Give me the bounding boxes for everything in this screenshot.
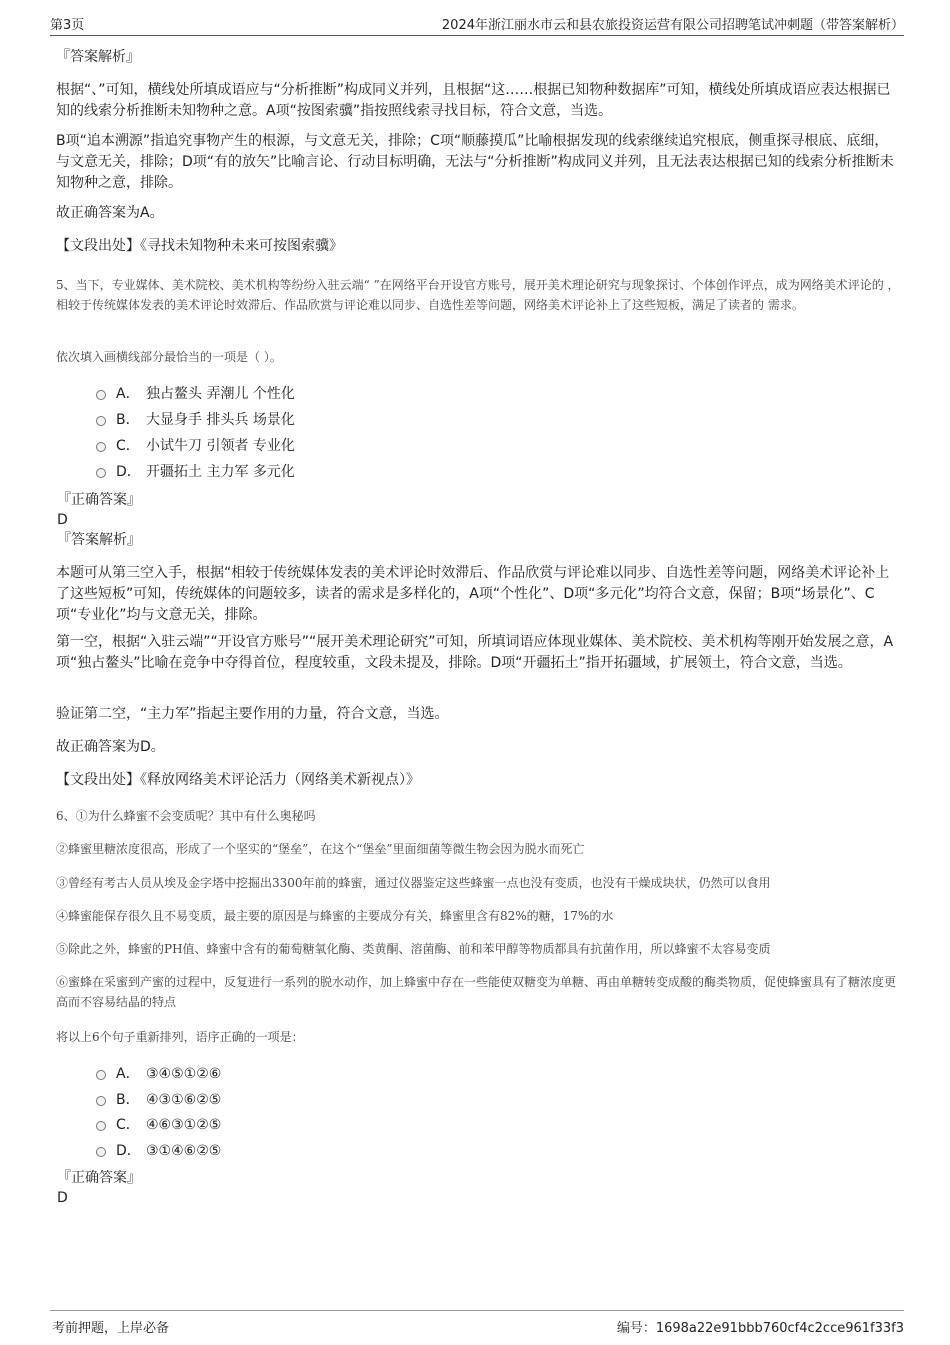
radio-button-icon[interactable] [96, 468, 106, 478]
option-text: ④⑥③①②⑤ [146, 1117, 222, 1133]
footer-slogan: 考前押题，上岸必备 [52, 1321, 170, 1336]
q6-answer: D [57, 1190, 68, 1206]
option-label: B． [116, 1092, 140, 1108]
q6-prompt: 将以上6个句子重新排列，语序正确的一项是： [56, 1030, 304, 1044]
option-label: A． [116, 1066, 140, 1082]
option-text: 开疆拓土 主力军 多元化 [146, 464, 295, 480]
page-number: 第3页 [50, 18, 85, 33]
q6-option-a[interactable] [96, 1064, 221, 1084]
q6-option-c[interactable] [96, 1115, 221, 1135]
q4-conclusion: 故正确答案为A。 [56, 205, 164, 221]
q6-sentence-1: 6、①为什么蜂蜜不会变质呢？其中有什么奥秘吗 [56, 809, 316, 823]
q5-answer-label: 『正确答案』 [57, 492, 141, 508]
radio-button-icon[interactable] [96, 1096, 106, 1106]
q6-sentence-6: ⑥蜜蜂在采蜜到产蜜的过程中，反复进行一系列的脱水动作，加上蜂蜜中存在一些能使双糖变为单糖、再由单糖转变成酸的酶类物质，促使蜂蜜具有了糖浓度更高而不容易结晶的特点 [56, 975, 897, 1009]
option-text: ④③①⑥②⑤ [146, 1092, 222, 1108]
q6-sentence-3: ③曾经有考古人员从埃及金字塔中挖掘出3300年前的蜂蜜，通过仪器鉴定这些蜂蜜一点也没有变质，也没有干燥成块状，仍然可以食用 [56, 876, 771, 890]
option-label: D． [116, 464, 141, 480]
q5-conclusion: 故正确答案为D。 [56, 739, 165, 755]
option-text: 小试牛刀 引领者 专业化 [146, 438, 295, 454]
q4-analysis-para2: B项“追本溯源”指追究事物产生的根源，与文意无关，排除；C项“顺藤摸瓜”比喻根据发现的线索继续追究根底，侧重探寻根底、底细，与文意无关，排除；D项“有的放矢”比喻言论、行动目标明确，无法与“分析推断”构成同义并列，且无法表达根据已知的线索分析推断未知物种之意，排除。 [56, 133, 894, 191]
q6-answer-label: 『正确答案』 [57, 1170, 141, 1186]
q5-prompt: 依次填入画横线部分最恰当的一项是（ ）。 [56, 350, 282, 364]
q4-analysis-label: 『答案解析』 [56, 49, 140, 65]
footer-serial-number: 编号：1698a22e91bbb760cf4c2cce961f33f3 [616, 1321, 904, 1336]
q5-answer: D [57, 512, 68, 528]
option-label: D． [116, 1143, 141, 1159]
option-label: C． [116, 438, 140, 454]
option-label: A． [116, 386, 140, 402]
radio-button-icon[interactable] [96, 1121, 106, 1131]
q5-analysis-para1: 本题可从第三空入手，根据“相较于传统媒体发表的美术评论时效滞后、作品欣赏与评论难以同步、自选性差等问题，网络美术评论补上了这些短板”可知，传统媒体的问题较多，读者的需求是多样化的，A项“个性化”、D项“多元化”均符合文意，保留；B项“场景化”、C项“专业化”均与文意无关，排除。 [56, 565, 890, 623]
option-text: 独占鳌头 弄潮儿 个性化 [146, 386, 295, 402]
q5-analysis-para2: 第一空，根据“入驻云端”“开设官方账号”“展开美术理论研究”可知，所填词语应体现业媒体、美术院校、美术机构等刚开始发展之意，A项“独占鳌头”比喻在竞争中夺得首位，程度较重，文段未提及，排除。D项“开疆拓土”指开拓疆域，扩展领土，符合文意，当选。 [56, 634, 894, 671]
option-text: 大显身手 排头兵 场景化 [146, 412, 295, 428]
option-label: C． [116, 1117, 140, 1133]
q6-sentence-2: ②蜂蜜里糖浓度很高，形成了一个坚实的“堡垒”，在这个“堡垒”里面细菌等微生物会因为脱水而死亡 [56, 842, 585, 856]
q5-option-b[interactable] [96, 410, 295, 430]
radio-button-icon[interactable] [96, 442, 106, 452]
option-text: ③①④⑥②⑤ [146, 1143, 222, 1159]
option-label: B． [116, 412, 140, 428]
q5-analysis-para3: 验证第二空，“主力军”指起主要作用的力量，符合文意，当选。 [56, 706, 449, 722]
q6-option-d[interactable] [96, 1141, 221, 1161]
q5-option-a[interactable] [96, 384, 295, 404]
page-footer [50, 1310, 904, 1336]
radio-button-icon[interactable] [96, 416, 106, 426]
q5-source: 【文段出处】《释放网络美术评论活力（网络美术新视点）》 [56, 772, 420, 788]
radio-button-icon[interactable] [96, 1147, 106, 1157]
q6-sentence-5: ⑤除此之外，蜂蜜的PH值、蜂蜜中含有的葡萄糖氧化酶、类黄酮、溶菌酶、前和苯甲醇等物质都具有抗菌作用，所以蜂蜜不太容易变质 [56, 942, 771, 956]
q5-stem: 5、当下，专业媒体、美术院校、美术机构等纷纷入驻云端“ ”在网络平台开设官方账号，展开美术理论研究与现象探讨、个体创作评点，成为网络美术评论的 ，相较于传统媒体发表的美术评论时效滞后、作品欣赏与评论难以同步、自选性差等问题，网络美术评论补上了这些短板，满足了读者的 需求。 [56, 278, 900, 312]
page-header [50, 13, 904, 36]
q4-analysis-para1: 根据“、”可知，横线处所填成语应与“分析推断”构成同义并列，且根据“这……根据已知物种数据库”可知，横线处所填成语应表达根据已知的线索分析推断未知物种之意。A项“按图索骥”指按照线索寻找目标，符合文意，当选。 [56, 82, 891, 119]
option-text: ③④⑤①②⑥ [146, 1066, 222, 1082]
q5-option-c[interactable] [96, 436, 295, 456]
q5-option-d[interactable] [96, 462, 295, 482]
radio-button-icon[interactable] [96, 390, 106, 400]
q6-sentence-4: ④蜂蜜能保存很久且不易变质，最主要的原因是与蜂蜜的主要成分有关，蜂蜜里含有82%的糖，17%的水 [56, 909, 614, 923]
q4-source: 【文段出处】《寻找未知物种未来可按图索骥》 [56, 238, 343, 254]
q5-analysis-label: 『答案解析』 [57, 532, 141, 548]
document-title: 2024年浙江丽水市云和县农旅投资运营有限公司招聘笔试冲刺题（带答案解析） [441, 18, 904, 33]
q6-option-b[interactable] [96, 1090, 221, 1110]
radio-button-icon[interactable] [96, 1070, 106, 1080]
